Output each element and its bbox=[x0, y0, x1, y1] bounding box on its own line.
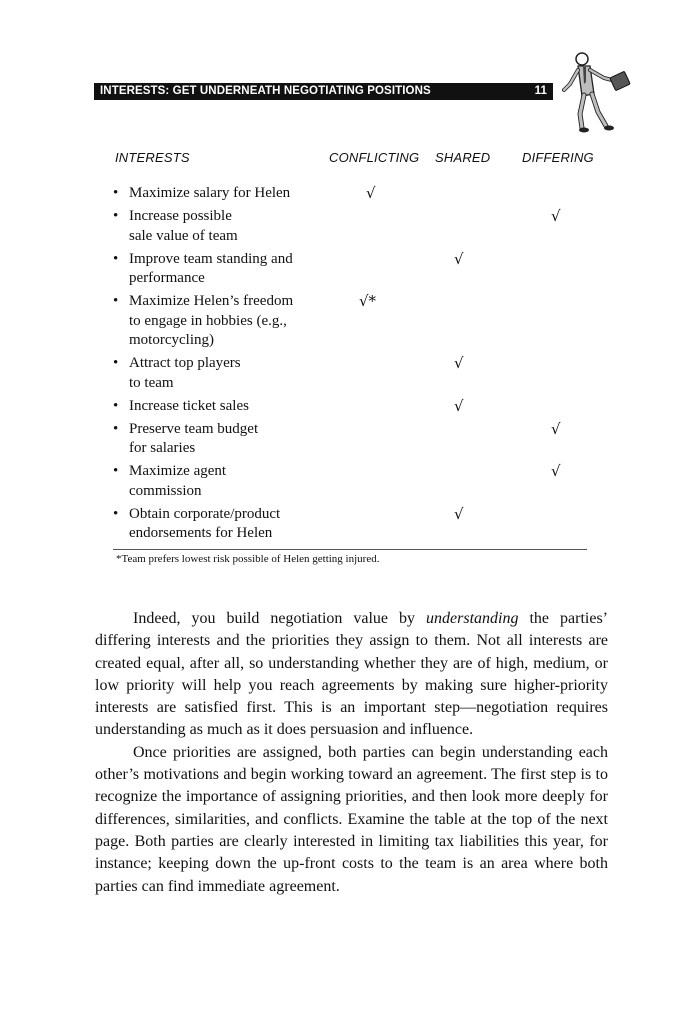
table-row bbox=[113, 292, 593, 351]
paragraph: Once priorities are assigned, both parties can begin understanding each other’s motivations and begin working toward an agreement. The first step is to recognize the importance of assigning priorities, and then look more deeply for differences, similarities, and conflicts. Examine the table at the top of the next page. Both parties are clearly interested in limiting tax liabilities this year, for instance; keeping down the up-front costs to the team is an area where both parties can find immediate agreement. bbox=[95, 743, 608, 895]
table-row bbox=[113, 505, 593, 544]
interest-label: Maximize salary for Helen bbox=[129, 185, 291, 201]
conflicting-check: √* bbox=[359, 292, 377, 310]
bullet: • bbox=[113, 250, 119, 267]
running-header bbox=[94, 83, 553, 100]
shared-check: √ bbox=[454, 396, 464, 415]
shared-check: √ bbox=[454, 354, 464, 372]
businessman-illustration bbox=[560, 50, 640, 134]
column-header-interests: INTERESTS bbox=[115, 150, 190, 165]
differing-check: √ bbox=[551, 462, 561, 480]
interest-label: Preserve team budget for salaries bbox=[129, 420, 259, 456]
table-bottom-rule bbox=[113, 549, 587, 550]
bullet: • bbox=[113, 397, 119, 414]
column-header-differing: DIFFERING bbox=[522, 150, 594, 165]
conflicting-check: √ bbox=[366, 184, 376, 202]
running-header-title: INTERESTS: GET UNDERNEATH NEGOTIATING POSITIONS bbox=[100, 85, 431, 97]
emphasis: understanding bbox=[426, 610, 519, 627]
interest-label: Obtain corporate/product endorsements for Helen bbox=[129, 505, 281, 541]
body-text bbox=[95, 608, 608, 898]
interest-label: Increase ticket sales bbox=[129, 397, 249, 414]
shared-check: √ bbox=[454, 504, 464, 523]
column-header-shared: SHARED bbox=[435, 150, 491, 165]
differing-check: √ bbox=[551, 419, 561, 438]
table-row bbox=[113, 207, 593, 246]
table-row bbox=[113, 250, 593, 289]
bullet: • bbox=[113, 185, 119, 201]
differing-check: √ bbox=[551, 207, 561, 225]
interest-label: Maximize agent commission bbox=[129, 463, 227, 499]
table-row bbox=[113, 462, 593, 501]
column-header-conflicting: CONFLICTING bbox=[329, 150, 420, 165]
interests-table bbox=[113, 184, 593, 544]
interest-label: Attract top players to team bbox=[129, 355, 241, 391]
bullet: • bbox=[113, 208, 119, 224]
bullet: • bbox=[113, 355, 119, 371]
table-row bbox=[113, 184, 593, 204]
page-number: 11 bbox=[534, 85, 547, 97]
table-row bbox=[113, 420, 593, 459]
paragraph: Indeed, you build negotiation value by understanding the parties’ differing interests and the priorities they assign to them. Not all interests are created equal, after all, so understanding whether they are of high, medium, or low priority will help you reach agreements by making sure higher-priority interests are satisfied first. This is an important step—negotiation requires understanding as much as it does persuasion and influence. bbox=[95, 610, 608, 739]
interest-label: Maximize Helen’s freedom to engage in hobbies (e.g., motorcycling) bbox=[129, 293, 294, 348]
bullet: • bbox=[113, 293, 119, 309]
bullet: • bbox=[113, 463, 119, 479]
table-footnote: *Team prefers lowest risk possible of Helen getting injured. bbox=[116, 553, 380, 565]
shared-check: √ bbox=[454, 249, 464, 268]
interest-label: Improve team standing and performance bbox=[129, 250, 293, 286]
bullet: • bbox=[113, 420, 119, 437]
bullet: • bbox=[113, 505, 119, 522]
table-row bbox=[113, 354, 593, 393]
interest-label: Increase possible sale value of team bbox=[129, 208, 238, 244]
table-row bbox=[113, 397, 593, 417]
